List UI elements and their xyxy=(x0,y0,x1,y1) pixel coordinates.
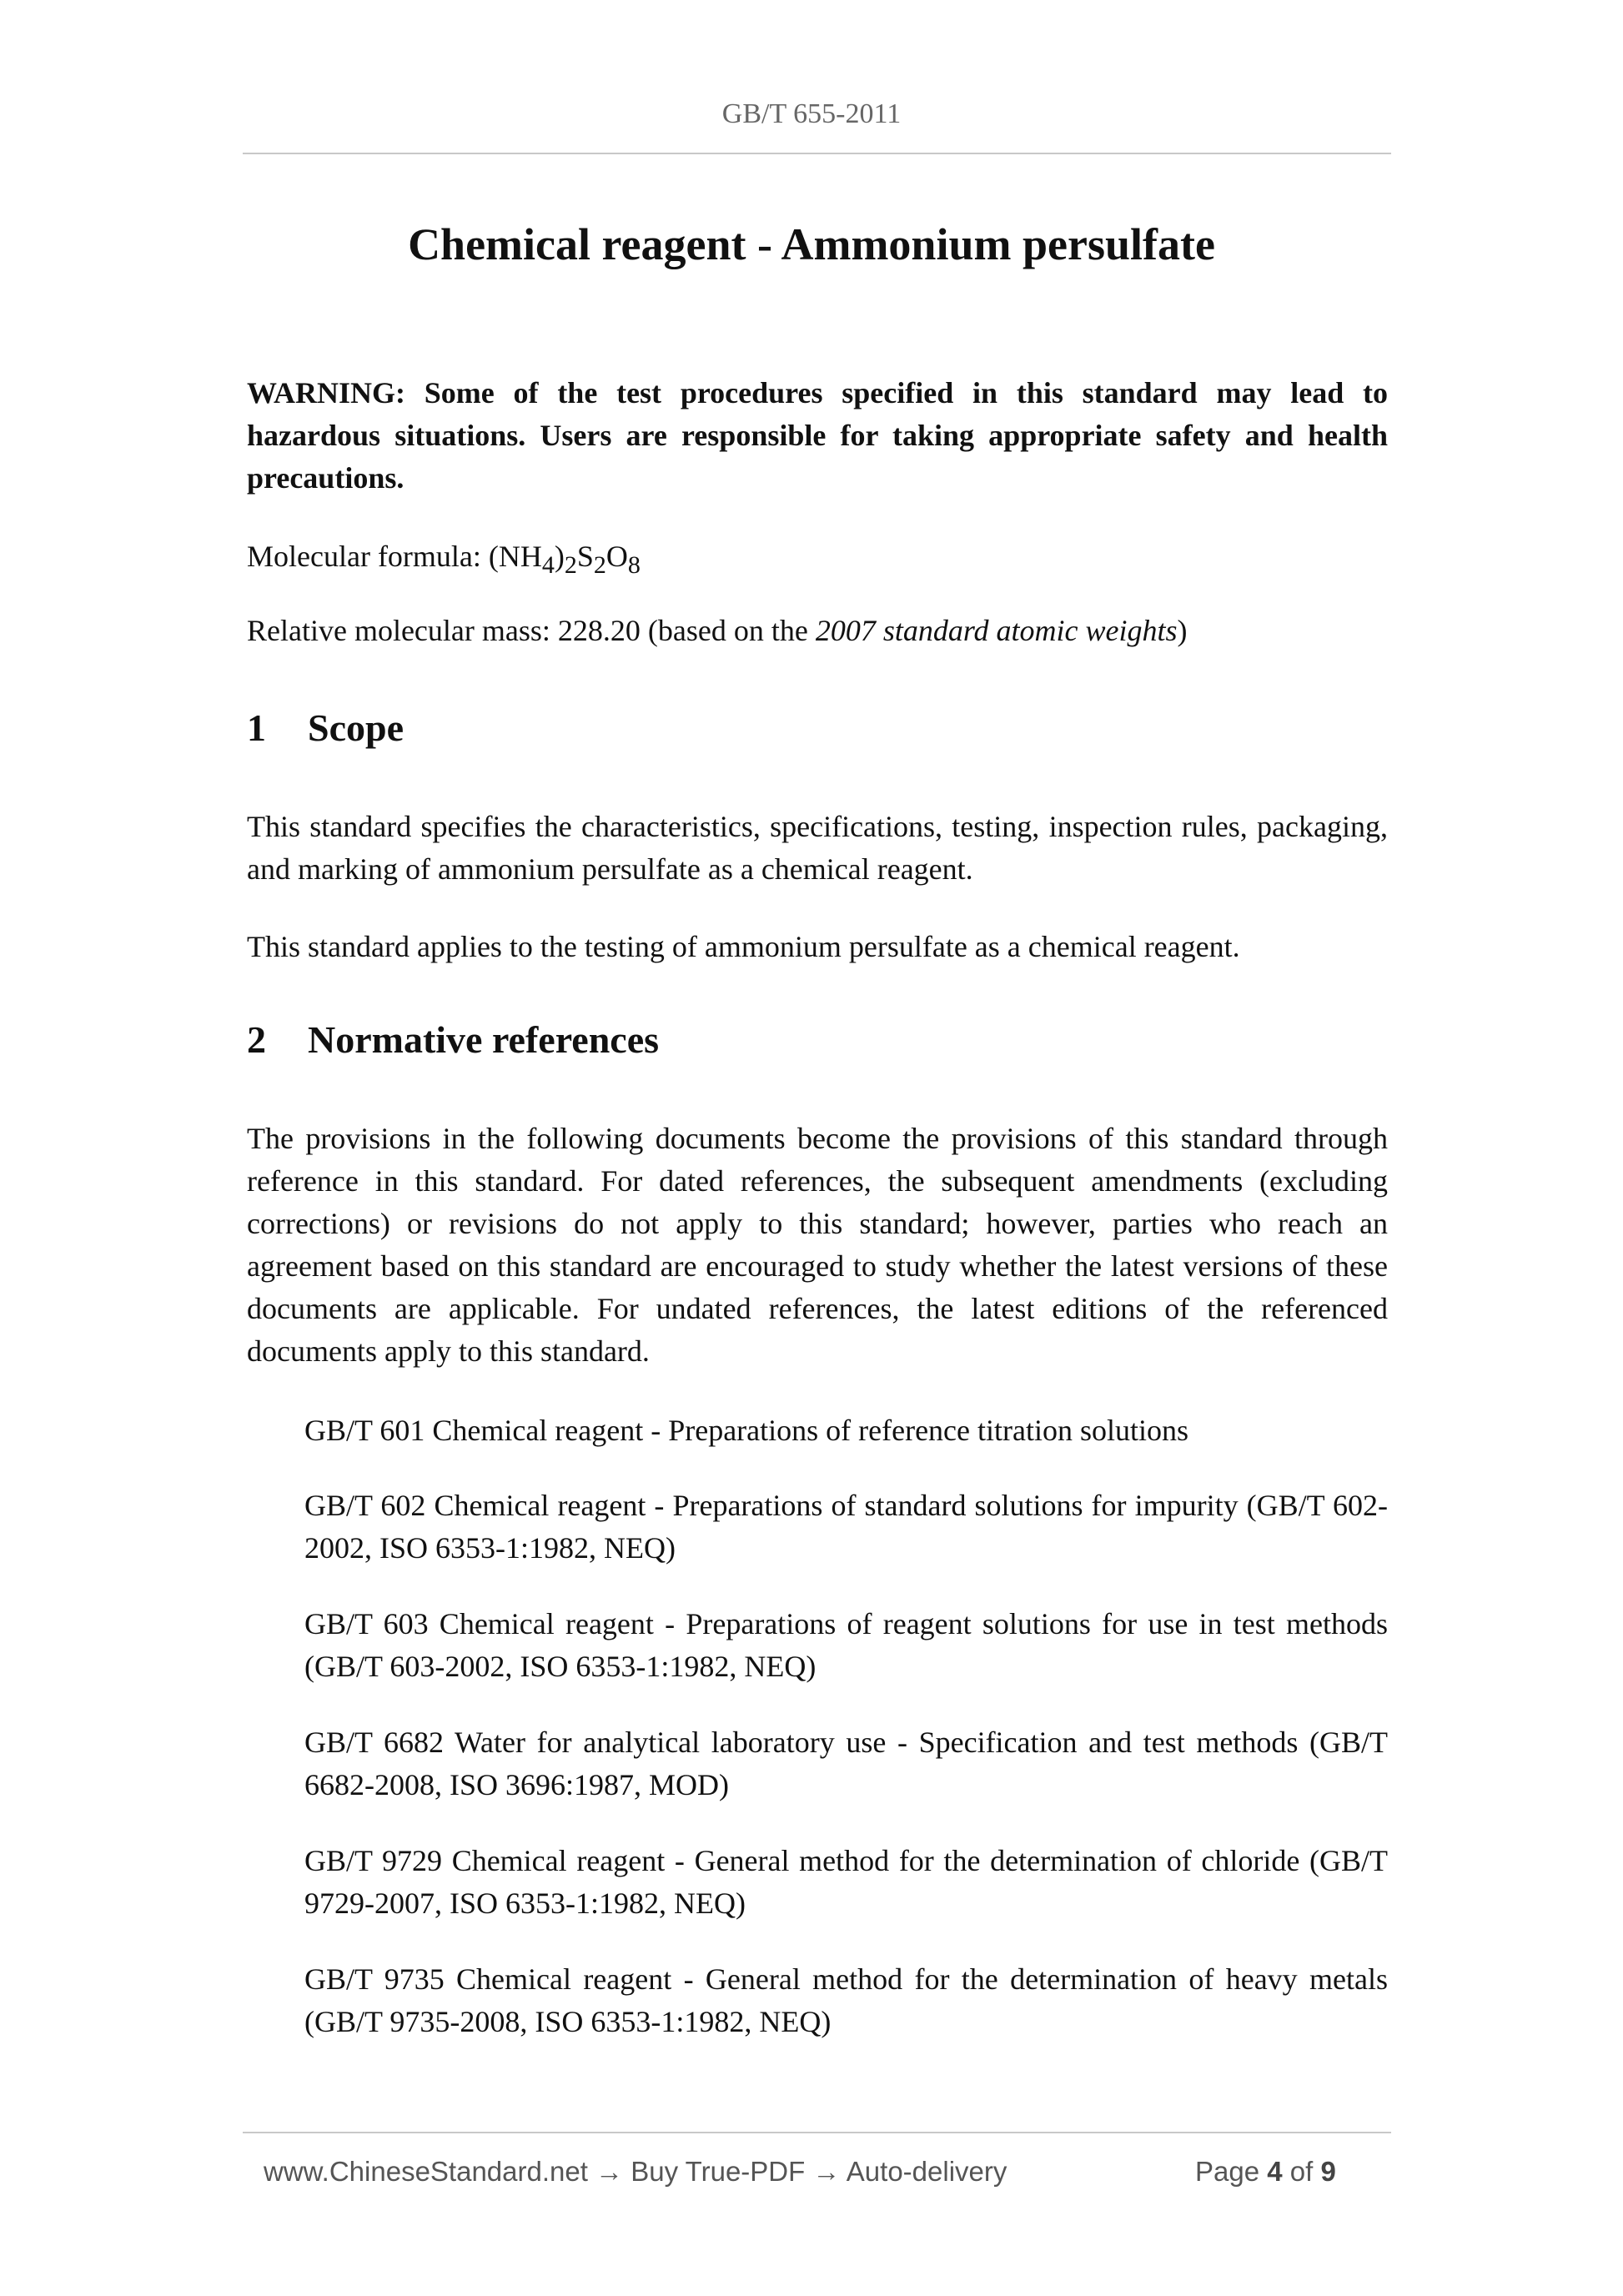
reference-item: GB/T 9735 Chemical reagent - General method for the determination of heavy metals (GB/T 9735-2008, ISO 6353-1:1982, NEQ) xyxy=(304,1962,1388,2038)
reference-item: GB/T 603 Chemical reagent - Preparations of reagent solutions for use in test methods (GB/T 603-2002, ISO 6353-1:1982, NEQ) xyxy=(304,1607,1388,1683)
formula-label: Molecular formula: xyxy=(247,540,489,573)
standard-code: GB/T 655-2011 xyxy=(721,98,902,129)
formula-subscript: 4 xyxy=(541,551,555,580)
footer-divider xyxy=(243,2132,1391,2133)
reference-item: GB/T 602 Chemical reagent - Preparations of standard solutions for impurity (GB/T 602-2002, ISO 6353-1:1982, NEQ) xyxy=(304,1489,1388,1565)
page-total: 9 xyxy=(1320,2156,1336,2187)
footer-promo xyxy=(264,2156,1007,2188)
section-title: Scope xyxy=(308,706,404,749)
page-label: Page xyxy=(1195,2156,1260,2187)
section-number: 1 xyxy=(247,706,266,749)
formula-part: (NH xyxy=(488,540,542,573)
mass-close: ) xyxy=(1177,614,1188,647)
page-indicator xyxy=(1195,2156,1336,2188)
formula-part: O xyxy=(605,540,628,573)
molecular-formula xyxy=(247,539,641,580)
formula-part: S xyxy=(576,540,594,573)
reference-item: GB/T 601 Chemical reagent - Preparations of reference titration solutions xyxy=(304,1414,1189,1447)
molecular-mass xyxy=(247,613,1188,648)
mass-text: Relative molecular mass: 228.20 (based on the xyxy=(247,614,816,647)
reference-item: GB/T 6682 Water for analytical laboratory use - Specification and test methods (GB/T 6682-2008, ISO 3696:1987, MOD) xyxy=(304,1726,1388,1801)
section-heading-scope xyxy=(247,706,404,750)
warning-paragraph: WARNING: Some of the test procedures specified in this standard may lead to hazardous situations. Users are responsible for taking appropriate safety and health precautions. xyxy=(247,376,1388,495)
formula-subscript: 8 xyxy=(627,551,641,580)
formula-subscript: 2 xyxy=(593,551,606,580)
document-title: Chemical reagent - Ammonium persulfate xyxy=(408,219,1215,269)
section-heading-normative-references xyxy=(247,1017,659,1062)
page-current: 4 xyxy=(1267,2156,1283,2187)
section-title: Normative references xyxy=(308,1018,660,1061)
promo-text: → Buy True-PDF → Auto-delivery xyxy=(595,2156,1007,2187)
reference-item: GB/T 9729 Chemical reagent - General method for the determination of chloride (GB/T 9729-2007, ISO 6353-1:1982, NEQ) xyxy=(304,1844,1388,1920)
website-link[interactable]: www.ChineseStandard.net xyxy=(264,2156,596,2187)
page-of: of xyxy=(1289,2156,1314,2187)
scope-paragraph: This standard specifies the characteristics, specifications, testing, inspection rules, packaging, and marking of ammonium persulfate as a chemical reagent. xyxy=(247,810,1388,886)
section-number: 2 xyxy=(247,1018,266,1061)
header-divider xyxy=(243,153,1391,154)
scope-paragraph: This standard applies to the testing of ammonium persulfate as a chemical reagent. xyxy=(247,930,1240,963)
references-intro-paragraph: The provisions in the following documents become the provisions of this standard through reference in this standard. For dated references, the subsequent amendments (excluding corrections) or revisions do not apply to this standard; however, parties who reach an agreement based on this standard are encouraged to study whether the latest versions of these documents are applicable. For undated references, the latest editions of the referenced documents apply to this standard. xyxy=(247,1122,1388,1368)
mass-italic: 2007 standard atomic weights xyxy=(815,614,1178,647)
formula-part: ) xyxy=(554,540,565,573)
formula-subscript: 2 xyxy=(564,551,577,580)
